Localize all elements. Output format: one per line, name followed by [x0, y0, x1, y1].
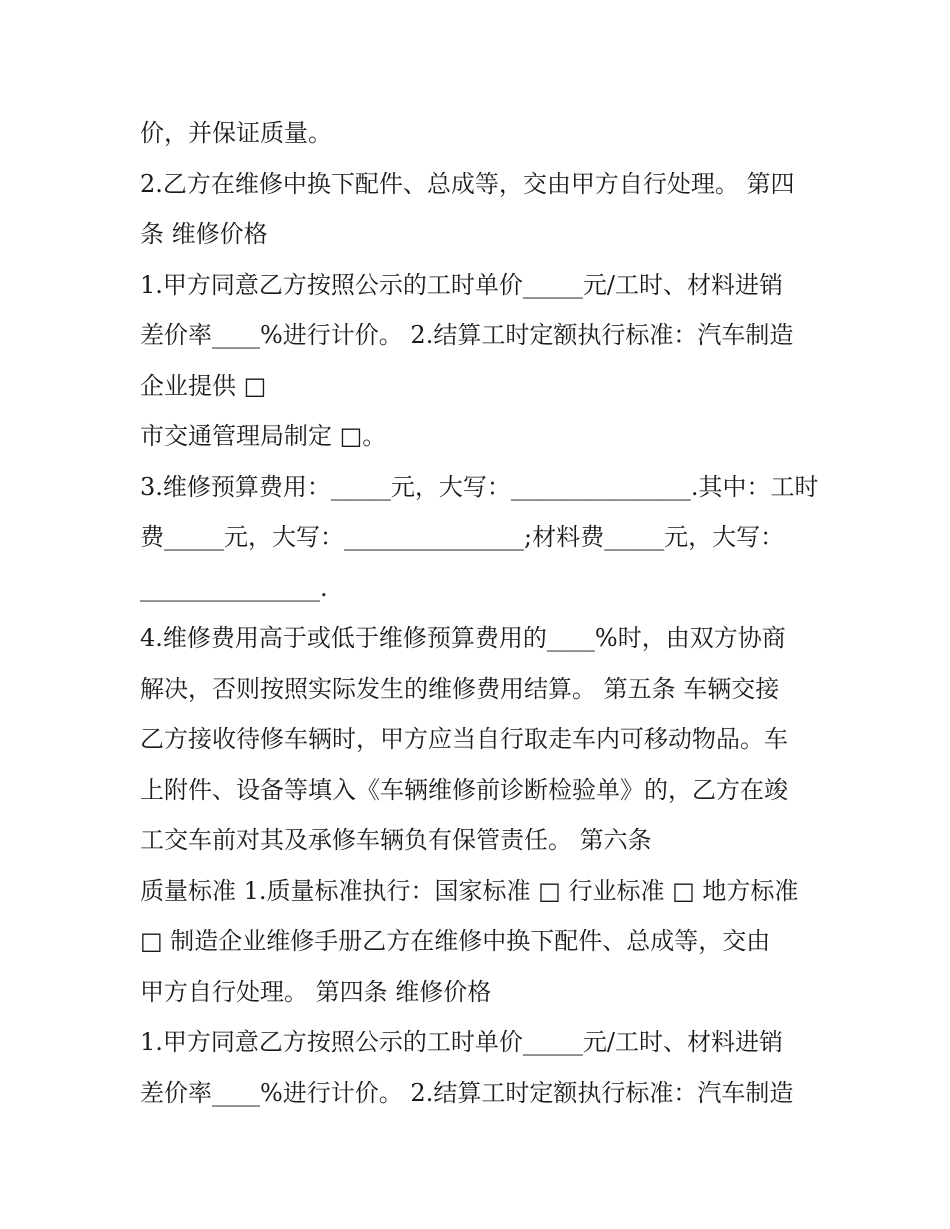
text-line: 费_____元，大写：_______________;材料费_____元，大写：	[140, 523, 785, 551]
text-line: □ 制造企业维修手册乙方在维修中换下配件、总成等，交由	[140, 927, 771, 955]
text-line: 企业提供 □	[140, 371, 267, 400]
text-line: 1.甲方同意乙方按照公示的工时单价_____元/工时、材料进销	[140, 270, 783, 299]
text-line: 上附件、设备等填入《车辆维修前诊断检验单》的，乙方在竣	[140, 775, 788, 804]
text-line: 4.维修费用高于或低于维修预算费用的____%时，由双方协商	[140, 624, 786, 652]
text-line: 甲方自行处理。 第四条 维修价格	[140, 977, 492, 1006]
text-line: 差价率____%进行计价。 2.结算工时定额执行标准：汽车制造	[140, 321, 794, 349]
text-line: 1.甲方同意乙方按照公示的工时单价_____元/工时、材料进销	[140, 1028, 783, 1056]
text-line: 差价率____%进行计价。 2.结算工时定额执行标准：汽车制造	[140, 1078, 794, 1107]
text-line: 3.维修预算费用：_____元，大写：_______________.其中：工时	[140, 472, 819, 501]
text-line: 价，并保证质量。	[140, 119, 332, 147]
text-line: 解决，否则按照实际发生的维修费用结算。 第五条 车辆交接	[140, 674, 780, 703]
text-line: 乙方接收待修车辆时，甲方应当自行取走车内可移动物品。车	[140, 725, 788, 753]
text-line: 工交车前对其及承修车辆负有保管责任。 第六条	[140, 826, 652, 854]
text-line: _______________.	[140, 573, 328, 602]
text-line: 2.乙方在维修中换下配件、总成等，交由甲方自行处理。 第四	[140, 169, 795, 198]
text-line: 条 维修价格	[140, 220, 268, 248]
document-body	[140, 108, 820, 1118]
text-line: 质量标准 1.质量标准执行：国家标准 □ 行业标准 □ 地方标准	[140, 876, 799, 905]
text-line: 市交通管理局制定 □。	[140, 422, 387, 450]
